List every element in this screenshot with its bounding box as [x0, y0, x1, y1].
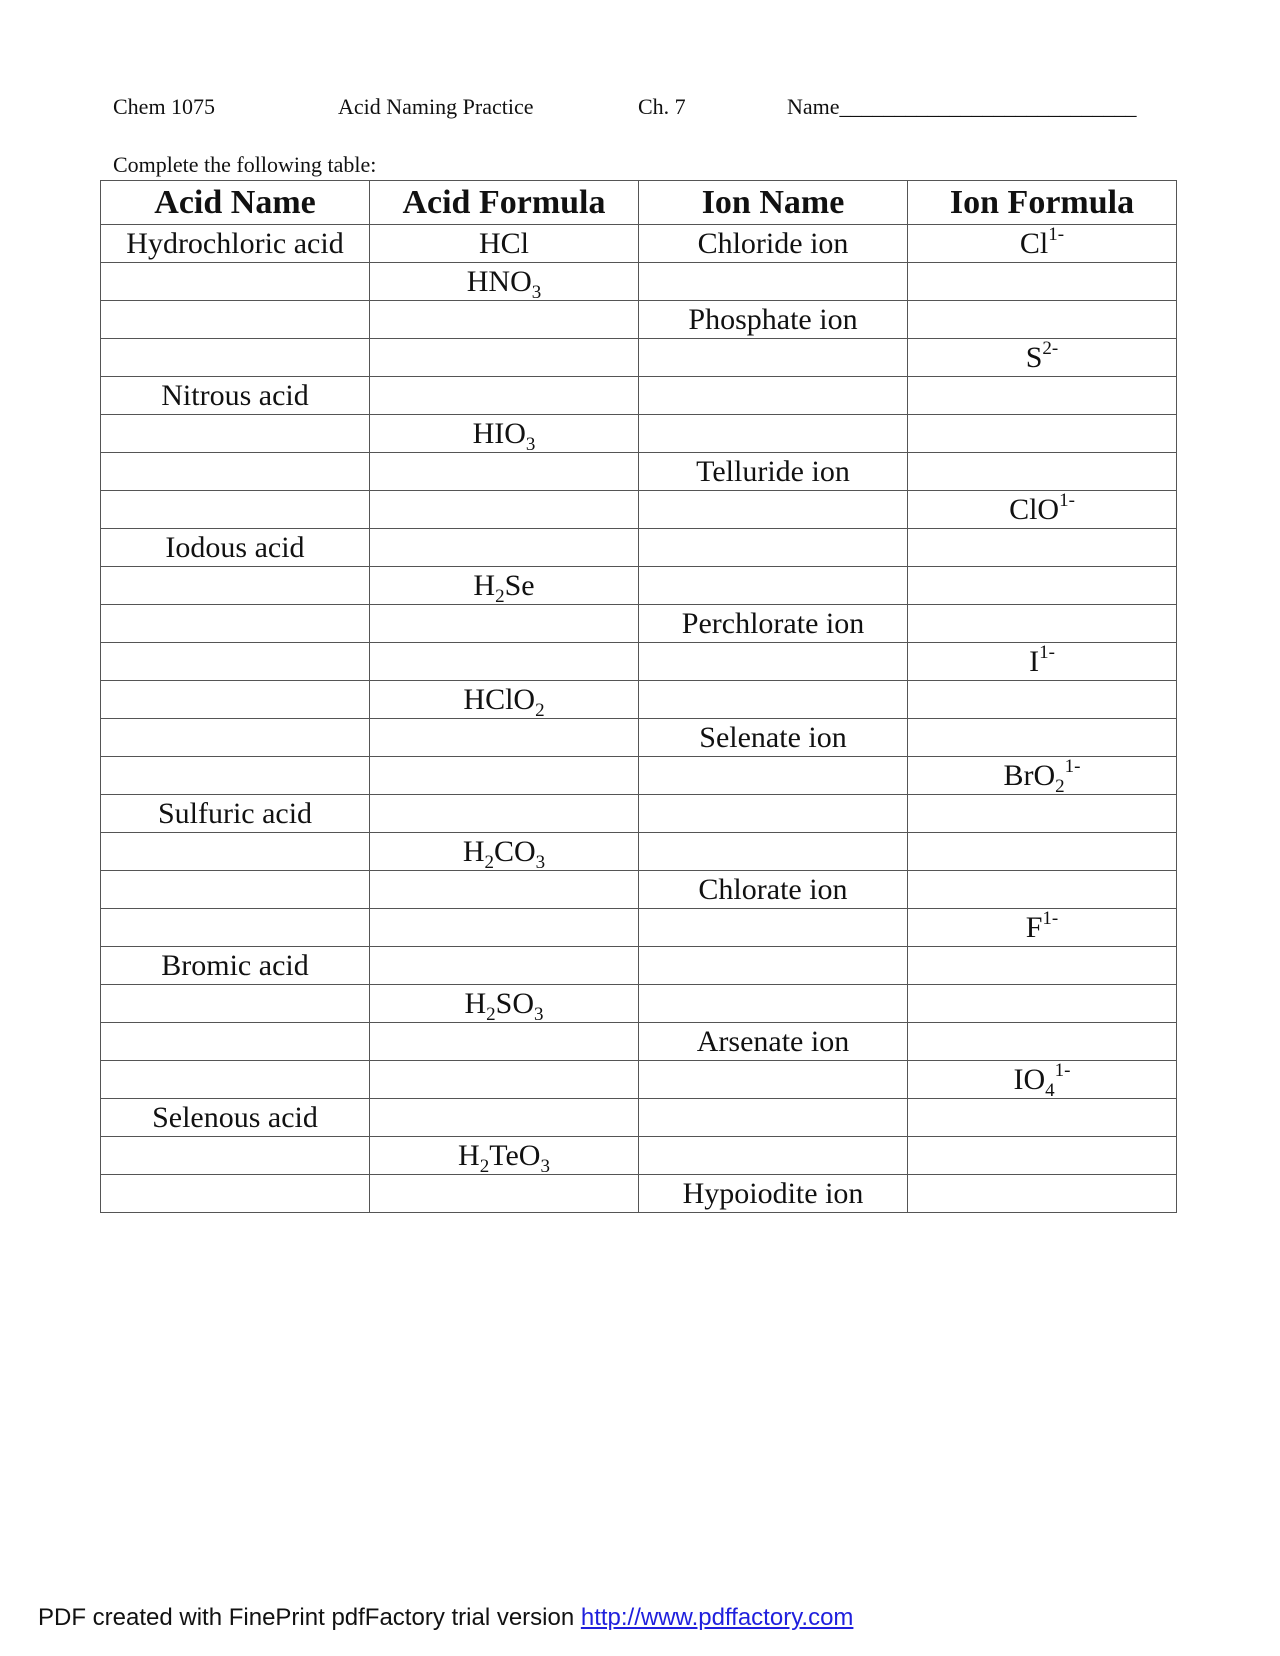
table-row [101, 681, 1177, 719]
ion-formula-cell [908, 377, 1177, 415]
acid-name-cell [101, 1137, 370, 1175]
table-row [101, 719, 1177, 757]
formula-symbol: HNO [466, 264, 532, 298]
acid-name-cell [101, 871, 370, 909]
table-row [101, 643, 1177, 681]
acid-formula-cell [370, 795, 639, 833]
ion-formula-cell [908, 605, 1177, 643]
footer-text: PDF created with FinePrint pdfFactory trial version [38, 1604, 581, 1631]
ion-name-cell [639, 263, 908, 301]
instructions: Complete the following table: [113, 152, 377, 177]
ion-name-cell: Perchlorate ion [639, 605, 908, 643]
acid-name-cell [101, 453, 370, 491]
acid-formula-cell [370, 225, 639, 263]
ion-formula-cell [908, 415, 1177, 453]
ion-formula-cell [908, 1175, 1177, 1213]
ion-name-cell [639, 491, 908, 529]
course-label: Chem 1075 [113, 94, 216, 119]
ion-name-cell [639, 1061, 908, 1099]
table-row [101, 605, 1177, 643]
table-row [101, 225, 1177, 263]
formula-subscript: 3 [540, 1155, 550, 1175]
ion-name-cell [639, 947, 908, 985]
acid-name-cell [101, 1175, 370, 1213]
ion-name-cell: Chlorate ion [639, 871, 908, 909]
formula-charge: 1- [1048, 224, 1065, 245]
formula-symbol: ClO [1009, 492, 1060, 526]
table-row [101, 567, 1177, 605]
acid-name-cell [101, 643, 370, 681]
ion-name-cell: Phosphate ion [639, 301, 908, 339]
column-header-acid-name: Acid Name [101, 181, 370, 225]
formula-symbol: Se [504, 568, 535, 602]
acid-formula-cell [370, 491, 639, 529]
formula-charge: 1- [1054, 1060, 1071, 1081]
ion-name-cell [639, 795, 908, 833]
formula-symbol: H [458, 1138, 480, 1172]
table-row [101, 909, 1177, 947]
acid-formula-cell [370, 947, 639, 985]
ion-formula-cell [908, 871, 1177, 909]
ion-name-cell [639, 985, 908, 1023]
formula-symbol: TeO [489, 1138, 541, 1172]
ion-formula-cell [908, 263, 1177, 301]
ion-name-cell: Hypoiodite ion [639, 1175, 908, 1213]
table-row [101, 301, 1177, 339]
column-header-acid-formula: Acid Formula [370, 181, 639, 225]
ion-formula-cell [908, 681, 1177, 719]
acid-formula-cell [370, 339, 639, 377]
acid-formula-cell [370, 1061, 639, 1099]
acid-name-cell [101, 909, 370, 947]
table-row [101, 1023, 1177, 1061]
acid-formula-cell [370, 1175, 639, 1213]
ion-name-cell: Chloride ion [639, 225, 908, 263]
acid-name-cell: Sulfuric acid [101, 795, 370, 833]
ion-formula-cell [908, 1137, 1177, 1175]
acid-name-cell: Iodous acid [101, 529, 370, 567]
acid-naming-table [100, 180, 1177, 1213]
table-row [101, 339, 1177, 377]
ion-formula-cell [908, 301, 1177, 339]
acid-name-cell [101, 985, 370, 1023]
acid-name-cell: Bromic acid [101, 947, 370, 985]
ion-name-cell: Arsenate ion [639, 1023, 908, 1061]
acid-name-cell [101, 757, 370, 795]
formula-symbol: F [1025, 910, 1043, 944]
ion-name-cell [639, 1137, 908, 1175]
acid-formula-cell [370, 1023, 639, 1061]
ion-formula-cell [908, 833, 1177, 871]
ion-formula-cell [908, 453, 1177, 491]
formula-subscript: 3 [531, 281, 542, 301]
formula-symbol: HIO [472, 416, 526, 450]
formula-symbol: H [462, 834, 485, 868]
table-row [101, 263, 1177, 301]
formula-symbol: BrO [1003, 758, 1056, 792]
formula-charge: 2- [1042, 338, 1059, 359]
acid-name-cell [101, 1061, 370, 1099]
ion-name-cell [639, 1099, 908, 1137]
acid-formula-cell [370, 871, 639, 909]
formula-charge: 1- [1039, 642, 1055, 663]
acid-formula-cell [370, 301, 639, 339]
formula-subscript: 2 [1055, 775, 1065, 795]
formula-charge: 1- [1042, 908, 1059, 929]
ion-formula-cell [908, 643, 1177, 681]
ion-name-cell: Telluride ion [639, 453, 908, 491]
table-row [101, 491, 1177, 529]
ion-name-cell [639, 681, 908, 719]
acid-formula-cell [370, 757, 639, 795]
formula-subscript: 3 [534, 1003, 544, 1023]
table-row [101, 415, 1177, 453]
formula-symbol: S [1025, 340, 1043, 374]
table-row [101, 757, 1177, 795]
acid-name-cell [101, 415, 370, 453]
pdf-footer [38, 1603, 853, 1633]
acid-formula-cell [370, 263, 639, 301]
table-row [101, 453, 1177, 491]
ion-formula-cell [908, 757, 1177, 795]
ion-name-cell: Selenate ion [639, 719, 908, 757]
ion-formula-cell [908, 225, 1177, 263]
formula-symbol: HClO [463, 682, 536, 716]
table-header-row [101, 181, 1177, 225]
table-row [101, 795, 1177, 833]
acid-formula-cell [370, 605, 639, 643]
table-row [101, 1061, 1177, 1099]
formula-charge: 1- [1059, 490, 1075, 511]
acid-formula-cell [370, 833, 639, 871]
formula-symbol: Cl [1019, 226, 1049, 260]
ion-formula-cell [908, 491, 1177, 529]
acid-formula-cell [370, 377, 639, 415]
ion-name-cell [639, 529, 908, 567]
ion-name-cell [639, 643, 908, 681]
footer-link[interactable]: http://www.pdffactory.com [580, 1604, 854, 1631]
formula-subscript: 2 [495, 585, 505, 605]
formula-subscript: 4 [1045, 1079, 1055, 1099]
ion-name-cell [639, 415, 908, 453]
ion-formula-cell [908, 1023, 1177, 1061]
table-row [101, 529, 1177, 567]
formula-subscript: 2 [535, 699, 545, 719]
acid-name-cell [101, 263, 370, 301]
worksheet-title: Acid Naming Practice [338, 94, 534, 119]
formula-subscript: 3 [535, 851, 546, 871]
acid-name-cell [101, 491, 370, 529]
formula-symbol: IO [1013, 1062, 1046, 1096]
ion-formula-cell [908, 1061, 1177, 1099]
ion-name-cell [639, 833, 908, 871]
name-field: Name___________________________ [787, 94, 1137, 119]
column-header-ion-formula: Ion Formula [908, 181, 1177, 225]
acid-formula-cell [370, 1099, 639, 1137]
ion-name-cell [639, 339, 908, 377]
table-row [101, 377, 1177, 415]
acid-name-cell [101, 833, 370, 871]
ion-formula-cell [908, 1099, 1177, 1137]
acid-name-cell [101, 605, 370, 643]
acid-formula-cell [370, 681, 639, 719]
table-body [101, 225, 1177, 1213]
acid-formula-cell [370, 643, 639, 681]
acid-name-cell [101, 681, 370, 719]
ion-formula-cell [908, 947, 1177, 985]
formula-subscript: 3 [525, 433, 536, 453]
formula-symbol: I [1029, 644, 1040, 678]
acid-formula-cell [370, 567, 639, 605]
ion-formula-cell [908, 795, 1177, 833]
ion-formula-cell [908, 985, 1177, 1023]
chapter-label: Ch. 7 [638, 94, 686, 119]
table-row [101, 1137, 1177, 1175]
formula-subscript: 2 [486, 1003, 496, 1023]
table-row [101, 1175, 1177, 1213]
table-row [101, 985, 1177, 1023]
formula-subscript: 2 [479, 1155, 490, 1175]
ion-name-cell [639, 567, 908, 605]
formula-symbol: H [464, 986, 487, 1020]
formula-symbol: CO [493, 834, 536, 868]
acid-formula-cell [370, 1137, 639, 1175]
ion-formula-cell [908, 909, 1177, 947]
acid-name-cell: Nitrous acid [101, 377, 370, 415]
acid-formula-cell [370, 985, 639, 1023]
table-row [101, 871, 1177, 909]
acid-formula-cell [370, 529, 639, 567]
acid-name-cell: Selenous acid [101, 1099, 370, 1137]
formula-symbol: SO [495, 986, 535, 1020]
acid-formula-cell [370, 719, 639, 757]
table-row [101, 947, 1177, 985]
table-row [101, 833, 1177, 871]
acid-formula-cell [370, 453, 639, 491]
acid-formula-cell [370, 909, 639, 947]
ion-name-cell [639, 909, 908, 947]
acid-name-cell [101, 339, 370, 377]
acid-name-cell [101, 301, 370, 339]
acid-name-cell [101, 567, 370, 605]
formula-symbol: H [473, 568, 496, 602]
column-header-ion-name: Ion Name [639, 181, 908, 225]
formula-charge: 1- [1064, 756, 1081, 777]
acid-name-cell: Hydrochloric acid [101, 225, 370, 263]
ion-formula-cell [908, 529, 1177, 567]
formula-symbol: HCl [478, 226, 529, 260]
ion-formula-cell [908, 567, 1177, 605]
acid-formula-cell [370, 415, 639, 453]
ion-name-cell [639, 757, 908, 795]
acid-name-cell [101, 1023, 370, 1061]
acid-name-cell [101, 719, 370, 757]
table-row [101, 1099, 1177, 1137]
ion-name-cell [639, 377, 908, 415]
ion-formula-cell [908, 719, 1177, 757]
formula-subscript: 2 [484, 851, 494, 871]
ion-formula-cell [908, 339, 1177, 377]
